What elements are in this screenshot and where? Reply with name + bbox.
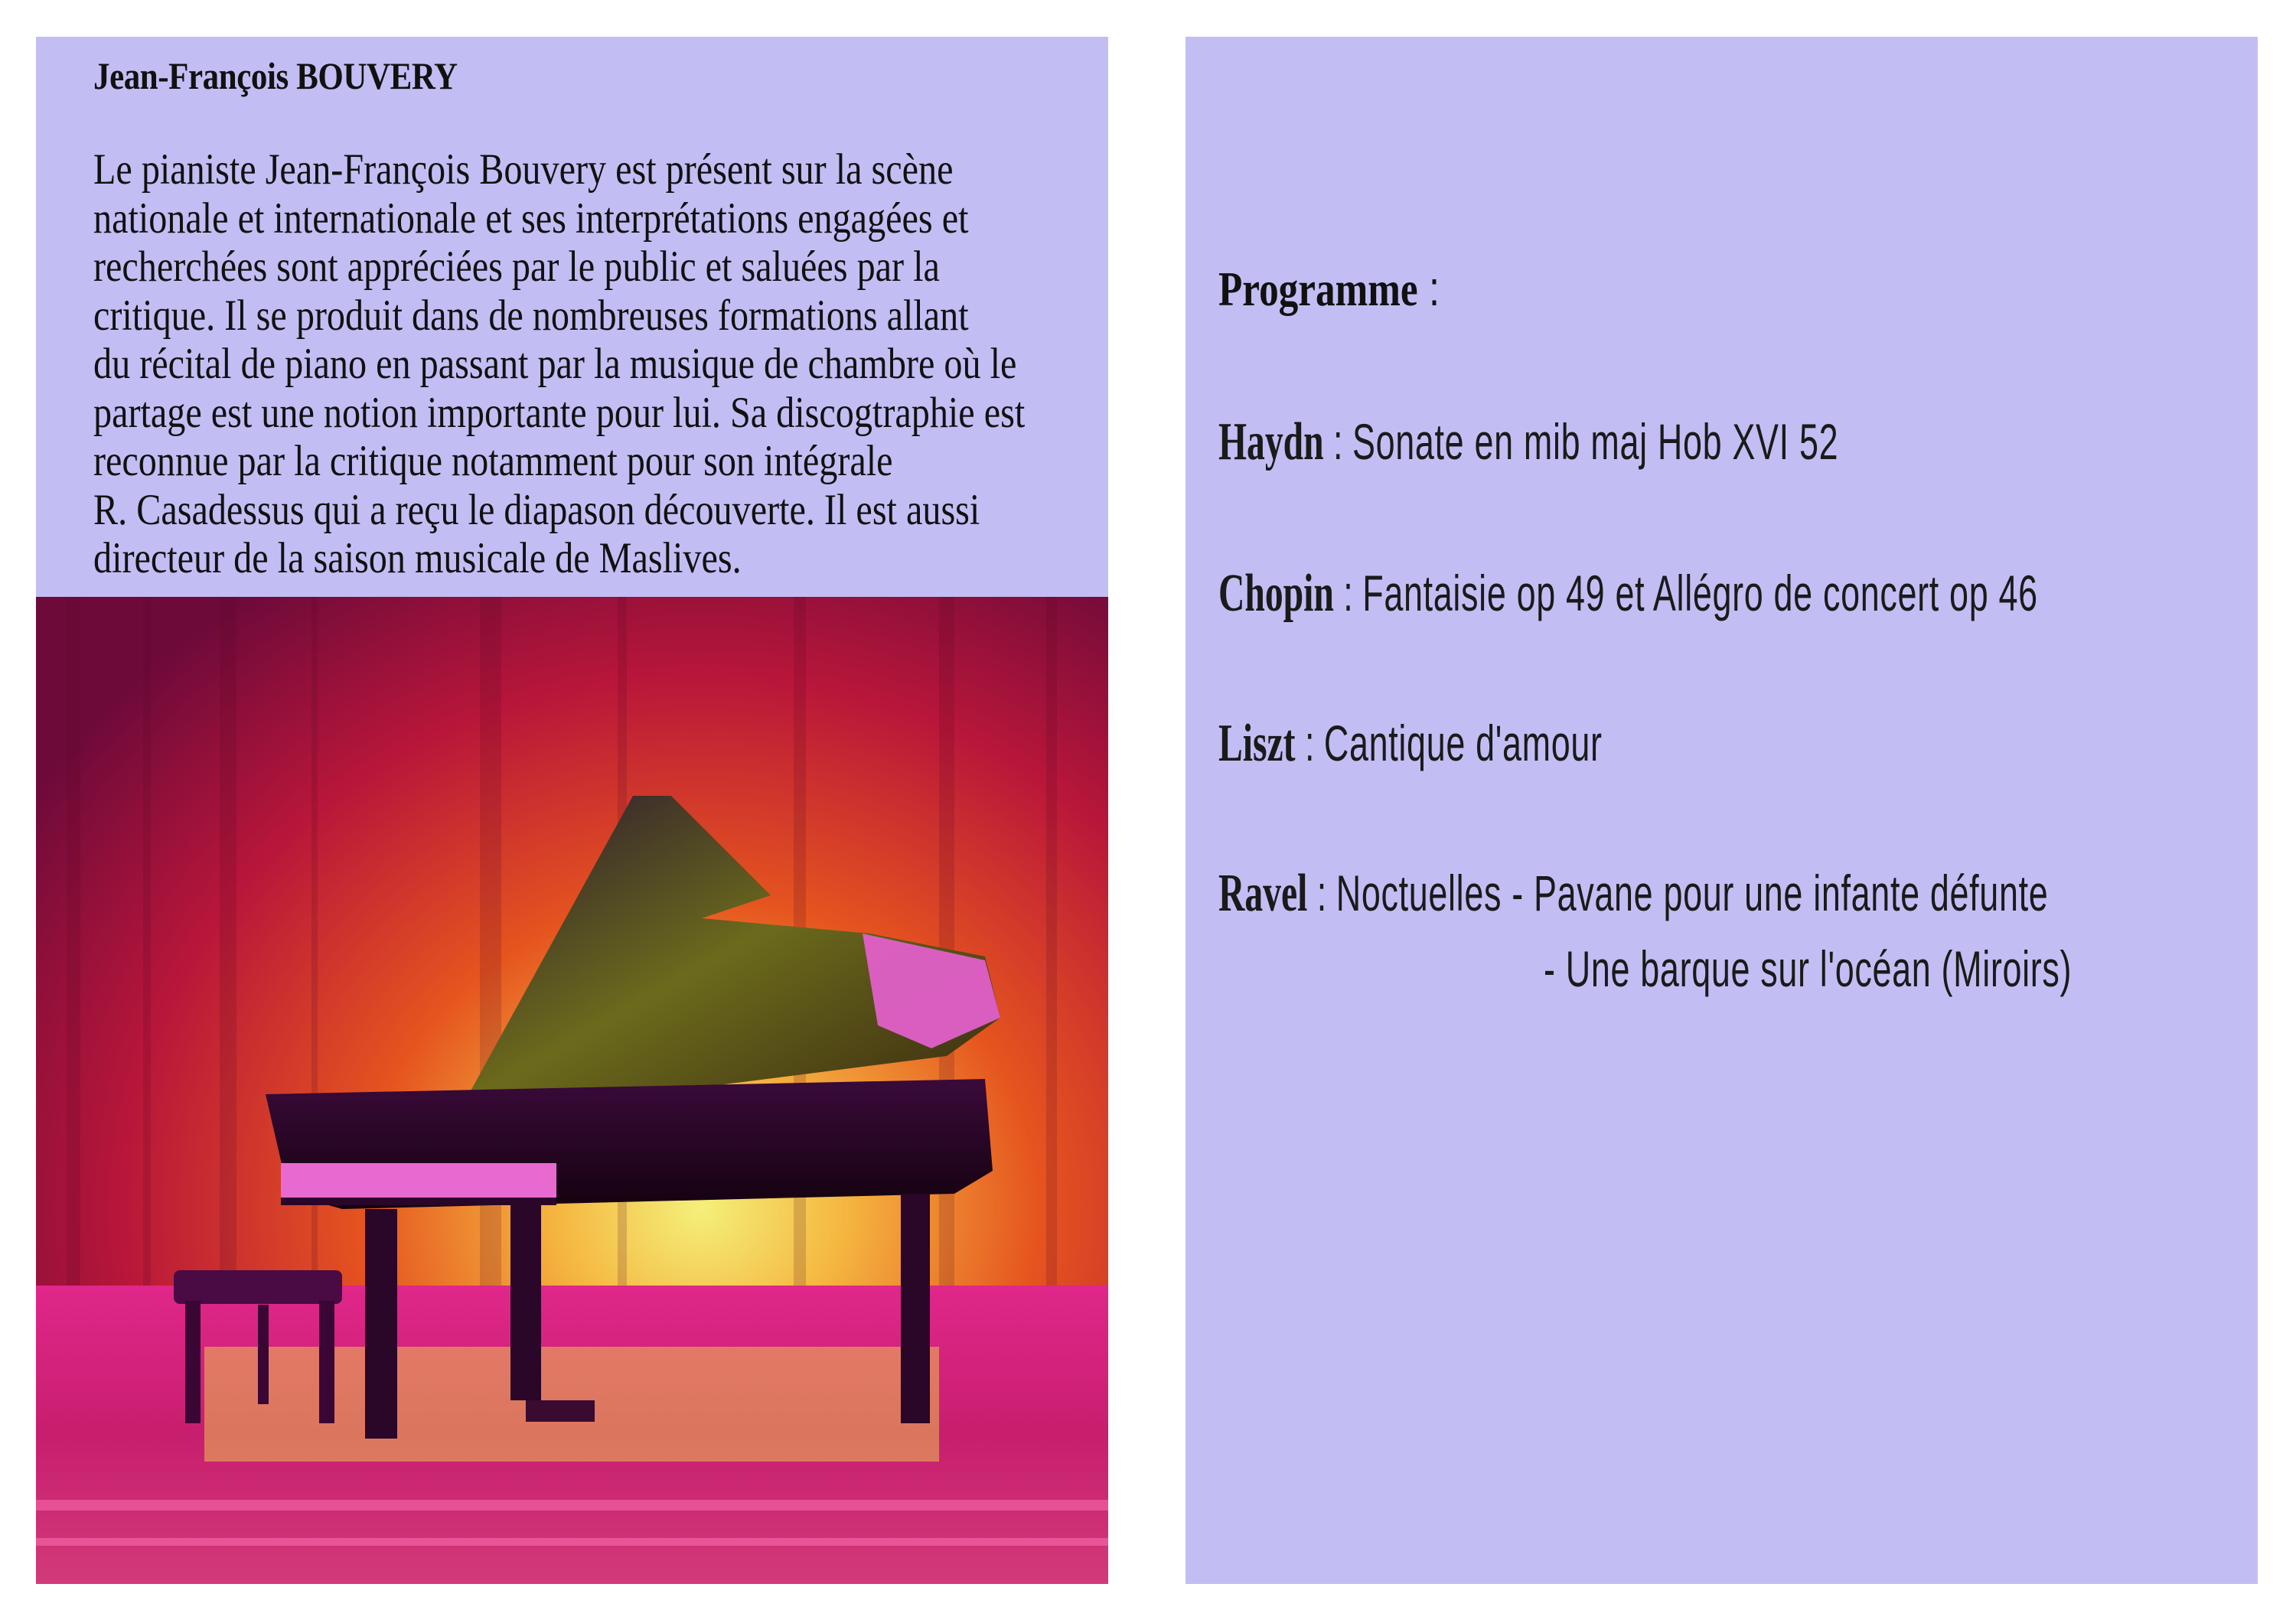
work-title: Sonate en mib maj Hob XVI 52 xyxy=(1352,413,1839,470)
grand-piano-photo xyxy=(36,597,1108,1584)
composer-name: Chopin xyxy=(1218,564,1334,623)
composer-name: Ravel xyxy=(1218,864,1308,923)
bio-line: critique. Il se produit dans de nombreuses formations allant xyxy=(93,291,969,340)
composer-name: Liszt xyxy=(1218,714,1296,773)
bio-line: partage est une notion importante pour lui. Sa discogtraphie est xyxy=(93,388,1026,437)
work-title: - Une barque sur l'océan (Miroirs) xyxy=(1544,940,2073,997)
programme-heading-colon: : xyxy=(1417,261,1440,316)
programme-item-chopin xyxy=(1218,563,2038,624)
bio-line: directeur de la saison musicale de Maslives. xyxy=(93,534,742,582)
bio-line: R. Casadessus qui a reçu le diapason découverte. Il est aussi xyxy=(93,485,980,534)
programme-item-haydn xyxy=(1218,412,1838,473)
separator: : xyxy=(1295,715,1324,771)
programme-item-liszt xyxy=(1218,713,1603,774)
bio-line: nationale et internationale et ses interprétations engagées et xyxy=(93,194,969,243)
programme-heading-label: Programme xyxy=(1218,262,1418,316)
programme-item-ravel-continuation xyxy=(1544,940,2072,998)
work-title: Fantaisie op 49 et Allégro de concert op 46 xyxy=(1362,565,2038,621)
separator: : xyxy=(1333,565,1363,621)
bio-line: reconnue par la critique notamment pour son intégrale xyxy=(93,437,893,485)
artist-panel xyxy=(36,37,1108,597)
artist-name: Jean-François BOUVERY xyxy=(93,54,458,97)
programme-heading xyxy=(1218,260,1440,318)
bio-line: Le pianiste Jean-François Bouvery est présent sur la scène xyxy=(93,145,954,194)
work-title: Noctuelles - Pavane pour une infante défunte xyxy=(1336,865,2049,921)
work-title: Cantique d'amour xyxy=(1323,715,1603,771)
bio-line: du récital de piano en passant par la musique de chambre où le xyxy=(93,340,1017,388)
artist-bio xyxy=(93,145,1102,583)
programme-item-ravel xyxy=(1218,863,2048,924)
programme-panel xyxy=(1186,37,2258,1584)
separator: : xyxy=(1323,413,1352,470)
composer-name: Haydn xyxy=(1218,412,1324,471)
bio-line: recherchées sont appréciées par le public et saluées par la xyxy=(93,243,940,291)
separator: : xyxy=(1307,865,1336,921)
